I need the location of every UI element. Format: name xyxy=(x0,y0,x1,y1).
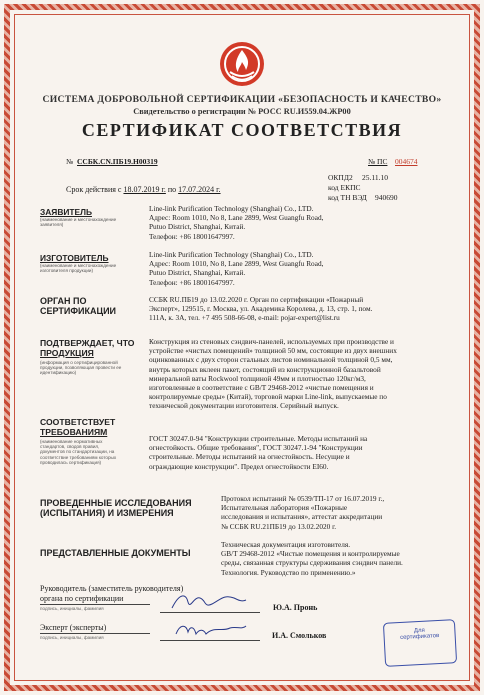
requirements-sub: (наименование нормативных стандартов, сводов правил, документов по стандартизации, на соответствие требованиям которых проводилась сертификация) xyxy=(40,439,117,465)
manufacturer-line: Телефон: +86 18001647997. xyxy=(149,277,235,287)
research-line: Испытательная лаборатория «Пожарные xyxy=(221,503,348,513)
cert-body-heading xyxy=(40,296,116,316)
okpd2-label: ОКПД2 xyxy=(328,173,353,182)
stamp-line1: Для xyxy=(413,627,425,635)
manufacturer-heading: ИЗГОТОВИТЕЛЬ xyxy=(40,253,109,263)
applicant-block xyxy=(149,204,323,241)
head-name: Ю.А. Пронь xyxy=(273,603,318,612)
manufacturer-line: Line-link Purification Technology (Shanghai) Co., LTD. xyxy=(149,250,314,259)
valid-from: 18.07.2019 г. xyxy=(123,185,166,194)
product-line: технической документации изготовителя. Серийный выпуск. xyxy=(149,401,339,411)
registration-number: Свидетельство о регистрации № РОСС RU.И559.04.ЖР00 xyxy=(133,107,351,116)
head-sub: подпись, инициалы, фамилия xyxy=(40,606,104,611)
research-line: Протокол испытаний № 0539/ТП-17 от 16.07.2019 г., xyxy=(221,494,385,503)
cert-body-line: 111А, к. 3А, тел. +7 495 508-66-08, e-mail: pojar-expert@list.ru xyxy=(149,313,340,323)
research-block xyxy=(221,494,384,531)
requirements-line: ограждающие конструкции". Предел огнестойкости EI60. xyxy=(149,461,329,471)
stamp xyxy=(383,619,457,667)
product-sub: (информация о сертифицированной продукции, позволяющая провести ее идентификацию) xyxy=(40,360,122,376)
expert-sub: подпись, инициалы, фамилия xyxy=(40,635,104,640)
requirements-heading xyxy=(40,417,115,437)
cert-body-line: Эксперт», 129515, г. Москва, ул. Академика Королева, д. 13, стр. 1, пом. xyxy=(149,304,373,314)
form-number-prefix: № ПС xyxy=(368,157,388,166)
expert-name: И.А. Смольков xyxy=(272,631,327,640)
research-line: исследования и испытания», аттестат аккредитации xyxy=(221,512,383,522)
eks-label: код ЕКПС xyxy=(328,183,361,192)
manufacturer-block xyxy=(149,250,323,287)
applicant-line: Адрес: Room 1010, No 8, Lane 2899, West Guangfu Road, xyxy=(149,213,324,223)
head-label-line2: органа по сертификации xyxy=(40,594,124,603)
product-line: оцинкованных с двух сторон стальных листов номинальной толщиной 0,5 мм, xyxy=(149,355,393,365)
head-label-line1: Руководитель (заместитель руководителя) xyxy=(40,584,184,593)
requirements-line: строительные. Методы испытаний на огнестойкость. Несущие и xyxy=(149,452,350,462)
documents-heading: ПРЕДСТАВЛЕННЫЕ ДОКУМЕНТЫ xyxy=(40,548,191,558)
documents-line: среды, связанная структуры сдерживания сэндвич панели. xyxy=(221,558,403,568)
cert-body-block xyxy=(149,295,372,323)
applicant-heading: ЗАЯВИТЕЛЬ xyxy=(40,207,92,217)
manufacturer-sub: (наименование и местонахождение изготовителя продукции) xyxy=(40,263,117,274)
research-heading xyxy=(40,498,192,518)
manufacturer-line: Адрес: Room 1010, No 8, Lane 2899, West Guangfu Road, xyxy=(149,259,324,269)
expert-label-underline xyxy=(40,633,150,634)
expert-label: Эксперт (эксперты) xyxy=(40,623,107,632)
documents-line: Технология. Руководство по применению.» xyxy=(221,567,356,577)
okpd2-value: 25.11.10 xyxy=(362,173,388,182)
cert-body-heading-line1: ОРГАН ПО xyxy=(40,296,87,306)
validity-to: по xyxy=(167,185,177,194)
product-heading-line1: ПОДТВЕРЖДАЕТ, ЧТО xyxy=(40,338,135,348)
flame-logo-icon xyxy=(218,40,266,88)
applicant-sub: (наименование и местонахождение заявителя) xyxy=(40,217,117,228)
requirements-heading-line1: СООТВЕТСТВУЕТ xyxy=(40,417,116,427)
documents-block xyxy=(221,540,403,577)
product-heading-line2: ПРОДУКЦИЯ xyxy=(40,348,94,358)
validity-prefix: Срок действия с xyxy=(66,185,122,194)
product-block xyxy=(149,337,449,411)
form-number: 004674 xyxy=(395,157,418,166)
requirements-line: огнестойкость. Общие требования", ГОСТ 30247.1-94 "Конструкции xyxy=(149,443,363,453)
head-label-underline xyxy=(40,604,150,605)
product-line: контролируемые среды» (Китай), торговой марки Line-link, выпускаемые по xyxy=(149,392,387,402)
certificate-title: СЕРТИФИКАТ СООТВЕТСТВИЯ xyxy=(81,120,403,140)
head-signature-icon xyxy=(168,588,248,614)
tnved-value: 940690 xyxy=(375,193,398,202)
cert-body-heading-line2: СЕРТИФИКАЦИИ xyxy=(40,306,117,316)
product-line: минеральной ваты Rockwool толщиной 49мм и плотностью 120кг/м3, xyxy=(149,373,366,383)
documents-line: Техническая документация изготовителя. xyxy=(221,540,351,549)
product-line: внутрь которых вклеен пакет, состоящий из конструкционной базальтовой xyxy=(149,364,381,374)
tnved-label: код ТН ВЭД xyxy=(328,193,367,202)
system-title: СИСТЕМА ДОБРОВОЛЬНОЙ СЕРТИФИКАЦИИ «БЕЗОПАСНОСТЬ И КАЧЕСТВО» xyxy=(42,94,442,105)
applicant-line: Line-link Purification Technology (Shanghai) Co., LTD. xyxy=(149,204,314,213)
research-heading-line2: (ИСПЫТАНИЯ) И ИЗМЕРЕНИЯ xyxy=(40,508,174,518)
applicant-line: Телефон: +86 18001647997. xyxy=(149,231,235,241)
product-heading xyxy=(40,338,134,358)
number-prefix: № xyxy=(66,157,74,166)
cert-body-line: ССБК RU.ПБ19 до 13.02.2020 г. Орган по сертификации «Пожарный xyxy=(149,295,364,304)
validity xyxy=(66,185,221,194)
product-line: устройстве «чистых помещений» толщиной 50 мм, состоящие из двух внешних xyxy=(149,346,397,356)
product-line: Конструкция из стеновых сэндвич-панелей, используемых при производстве и xyxy=(149,337,394,346)
research-line: № ССБК RU.21ПБ19 до 13.02.2020 г. xyxy=(221,521,337,531)
manufacturer-line: Putuo District, Shanghai, Китай. xyxy=(149,268,246,278)
applicant-line: Putuo District, Shanghai, Китай. xyxy=(149,222,246,232)
requirements-heading-line2: ТРЕБОВАНИЯМ xyxy=(40,427,108,437)
valid-to: 17.07.2024 г. xyxy=(178,185,221,194)
certificate-number: ССБК.CN.ПБ19.Н00319 xyxy=(77,157,158,166)
product-line: изготовленные в соответствие с GB/T 29468-2012 «чистые помещения и xyxy=(149,383,374,393)
stamp-line2: сертификатов xyxy=(399,632,440,642)
documents-line: GB/T 29468-2012 «Чистые помещения и контролируемые xyxy=(221,549,400,559)
research-heading-line1: ПРОВЕДЕННЫЕ ИССЛЕДОВАНИЯ xyxy=(40,498,192,508)
requirements-line: ГОСТ 30247.0-94 "Конструкции строительные. Методы испытаний на xyxy=(149,434,368,443)
requirements-block xyxy=(149,434,449,471)
expert-signature-icon xyxy=(170,616,250,642)
